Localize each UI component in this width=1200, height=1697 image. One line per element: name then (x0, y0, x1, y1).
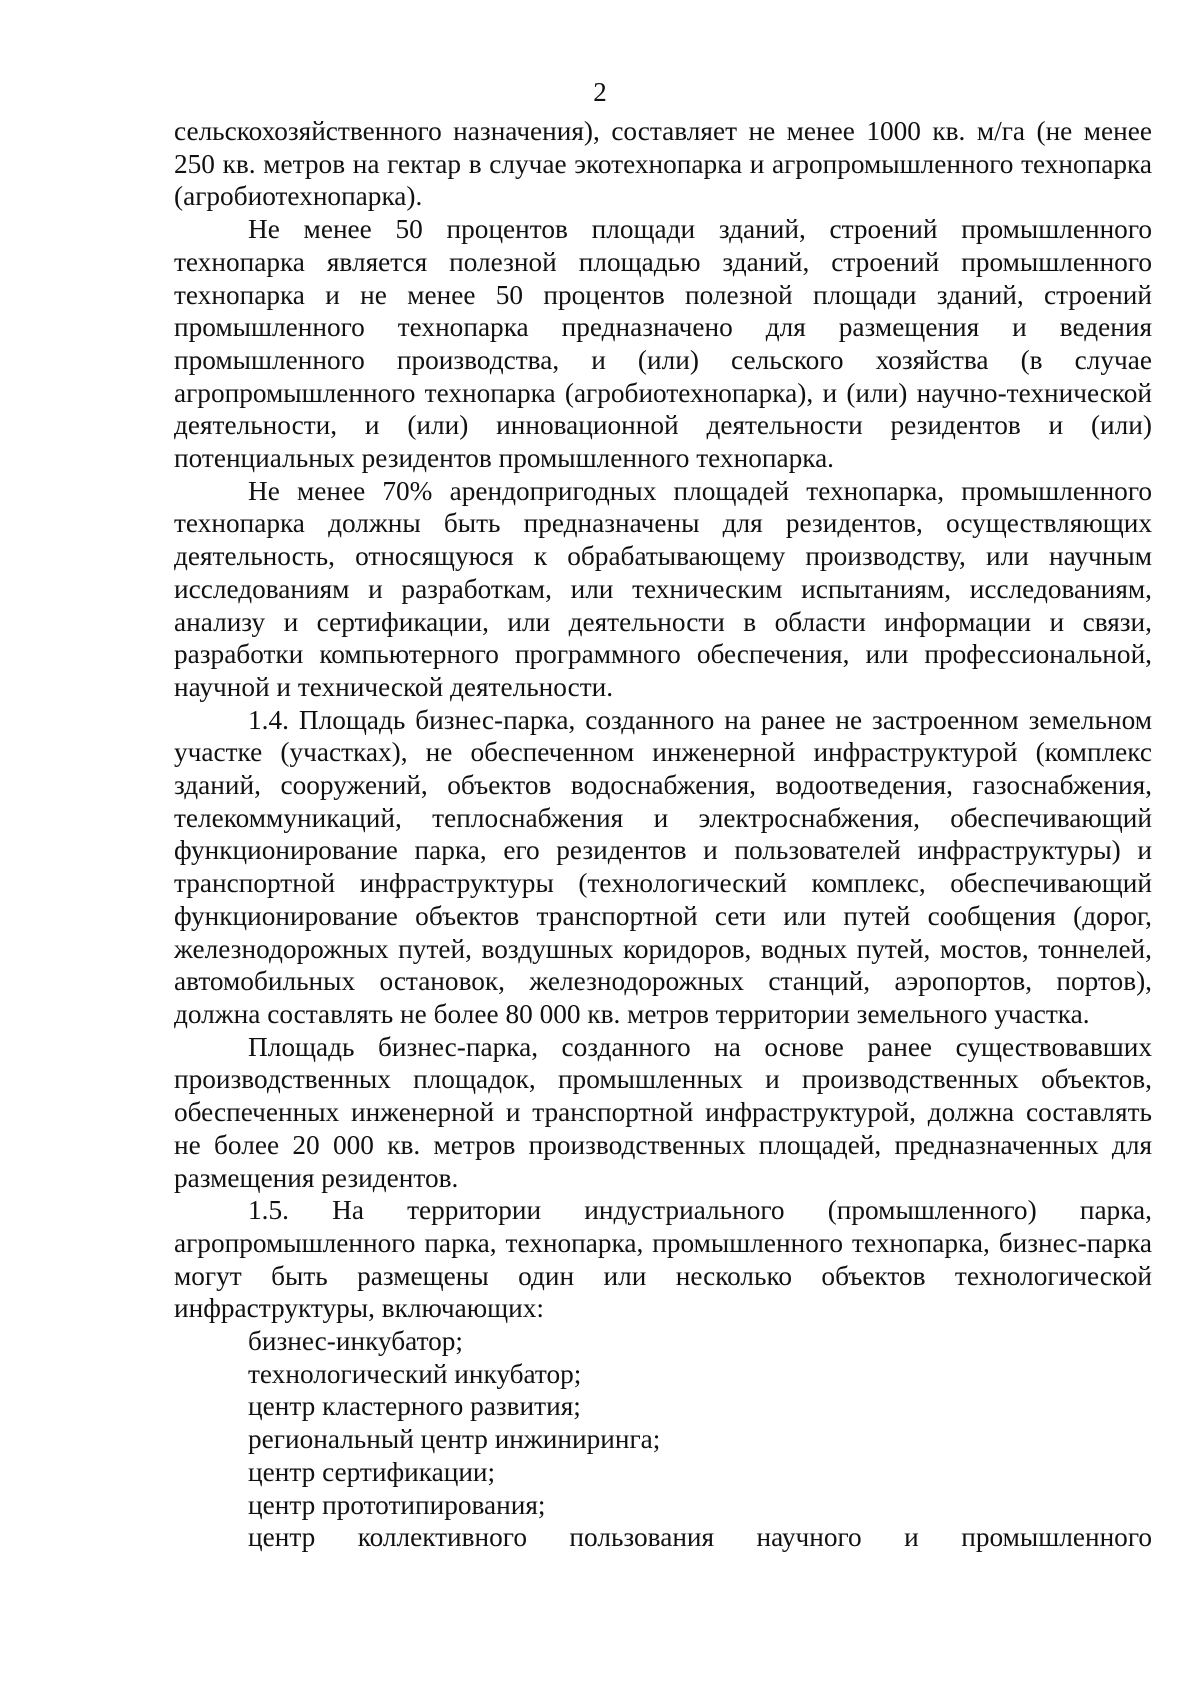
list-item: технологический инкубатор; (248, 1358, 582, 1389)
paragraph-1-5: 1.5. На территории индустриального (промышленного) парка, агропромышленного парка, технопарка, промышленного технопарка, бизнес-парка могут быть размещены один или несколько объектов технологической инфраструктуры, включающих: (174, 1195, 1152, 1324)
paragraph-business-park-area: Площадь бизнес-парка, созданного на основе ранее существовавших производственных площадок, промышленных и производственных объектов, обеспеченных инженерной и транспортной инфраструктурой, должна составлять не более 20 000 кв. метров производственных площадей, предназначенных для размещения резидентов. (174, 1031, 1152, 1193)
document-body (174, 115, 1152, 1554)
paragraph-rentable-area: Не менее 70% арендопригодных площадей технопарка, промышленного технопарка должны быть предназначены для резидентов, осуществляющих деятельность, относящуюся к обрабатывающему производству, или научным исследованиям и разработкам, или техническим испытаниям, исследованиям, анализу и сертификации, или деятельности в области информации и связи, разработки компьютерного программного обеспечения, или профессиональной, научной и технической деятельности. (174, 475, 1152, 702)
list-item: центр коллективного пользования научного и промышленного (248, 1522, 1152, 1553)
infrastructure-list (174, 1325, 1152, 1554)
list-item: бизнес-инкубатор; (248, 1326, 464, 1357)
page-number: 2 (593, 77, 607, 107)
list-item: региональный центр инжиниринга; (248, 1424, 661, 1455)
list-item: центр сертификации; (248, 1456, 496, 1487)
paragraph-1-4: 1.4. Площадь бизнес-парка, созданного на ранее не застроенном земельном участке (участках), не обеспеченном инженерной инфраструктурой (комплекс зданий, сооружений, объектов водоснабжения, водоотведения, газоснабжения, телекоммуникаций, теплоснабжения и электроснабжения, обеспечивающий функционирование парка, его резидентов и пользователей инфраструктуры) и транспортной инфраструктуры (технологический комплекс, обеспечивающий функционирование объектов транспортной сети или путей сообщения (дорог, железнодорожных путей, воздушных коридоров, водных путей, мостов, тоннелей, автомобильных остановок, железнодорожных станций, аэропортов, портов), должна составлять не более 80 000 кв. метров территории земельного участка. (174, 704, 1152, 1029)
paragraph-technopark-area: Не менее 50 процентов площади зданий, строений промышленного технопарка является полезной площадью зданий, строений промышленного технопарка и не менее 50 процентов полезной площади зданий, строений промышленного технопарка предназначено для размещения и ведения промышленного производства, и (или) сельского хозяйства (в случае агропромышленного технопарка (агробиотехнопарка), и (или) научно-технической деятельности, и (или) инновационной деятельности резидентов и (или) потенциальных резидентов промышленного технопарка. (174, 214, 1152, 474)
paragraph-continuation: сельскохозяйственного назначения), составляет не менее 1000 кв. м/га (не менее 250 кв. метров на гектар в случае экотехнопарка и агропромышленного технопарка (агробиотехнопарка). (174, 116, 1152, 212)
list-item: центр прототипирования; (248, 1489, 546, 1520)
list-item: центр кластерного развития; (248, 1391, 581, 1422)
